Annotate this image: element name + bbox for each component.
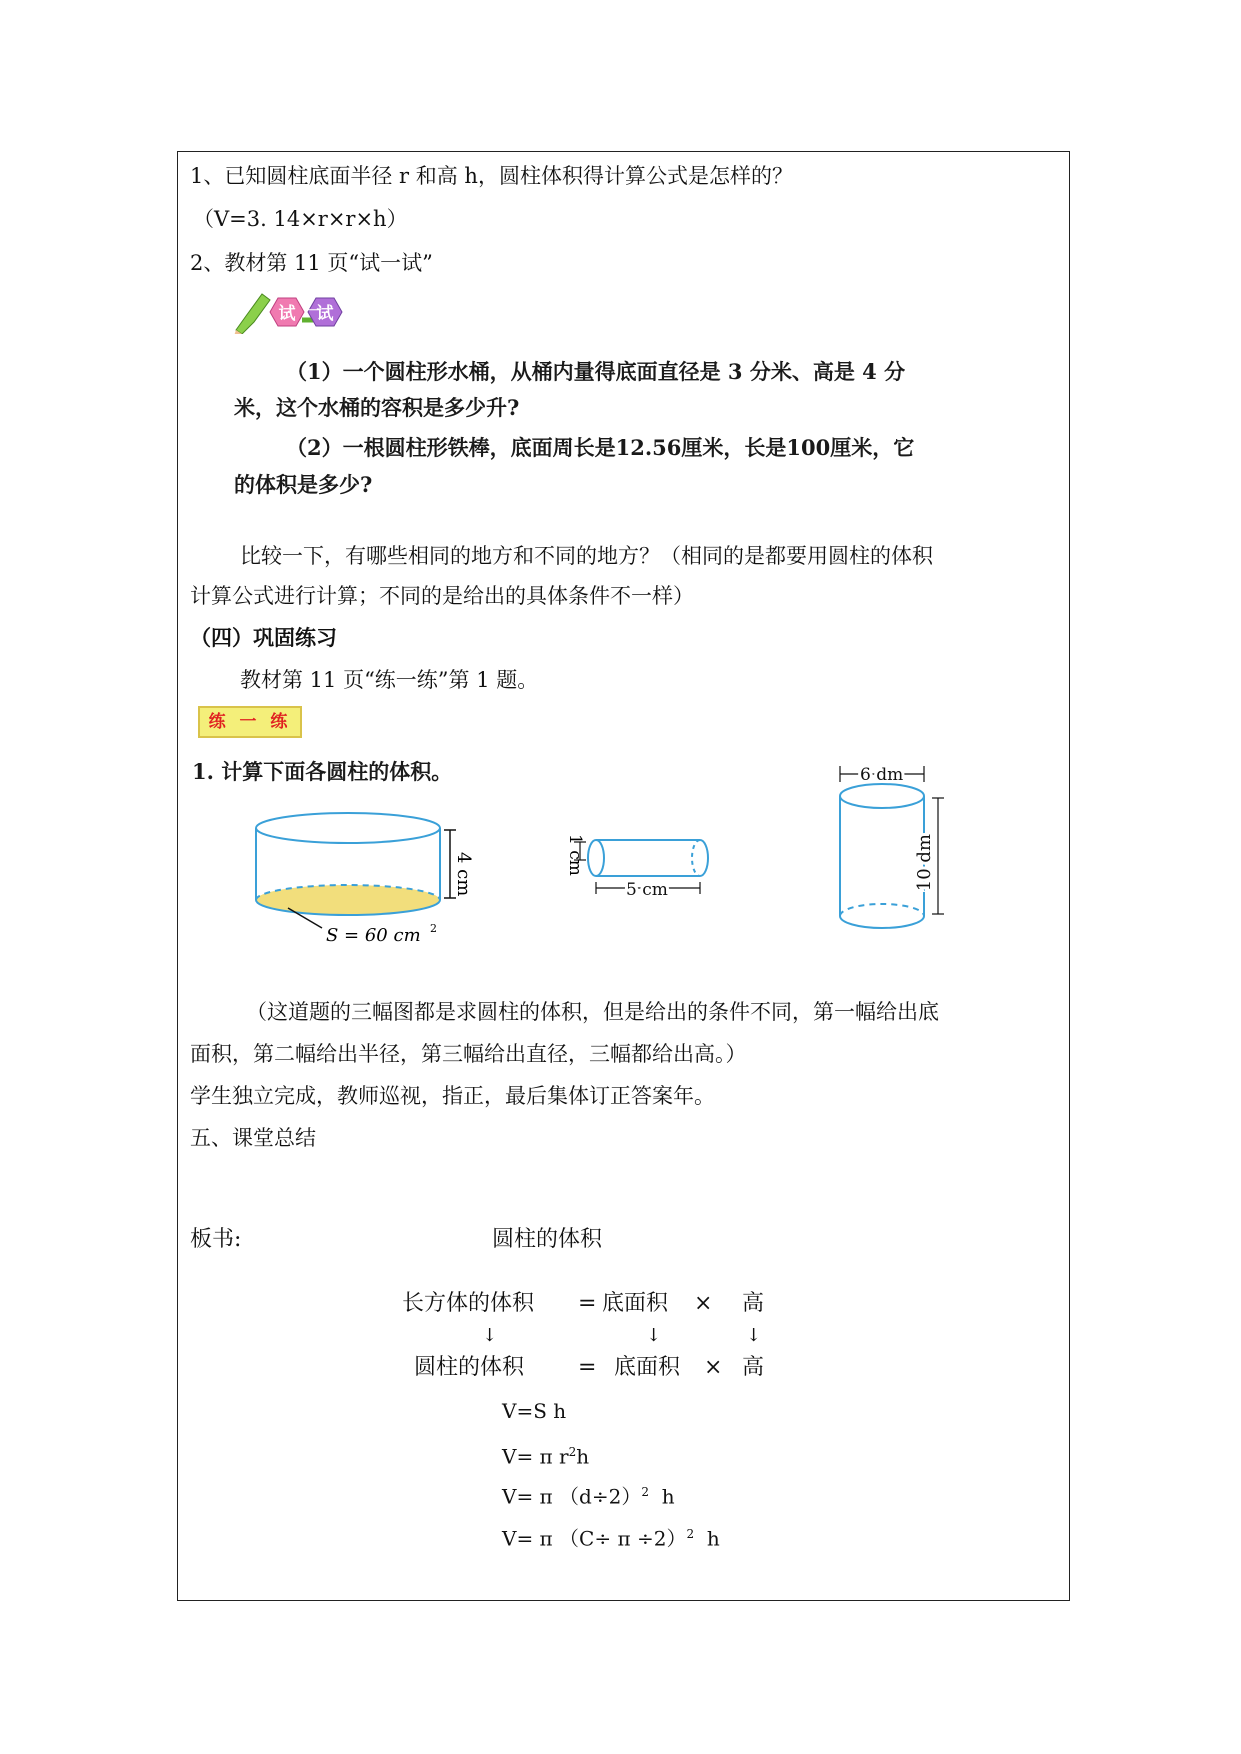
try-badge-char-2: 一 [306,304,320,320]
board-row2-b: 底面积 [614,1355,681,1380]
question-1: 1、已知圆柱底面半径 r 和高 h，圆柱体积得计算公式是怎样的？ [190,164,793,188]
board-formula-3-tail: h [661,1484,675,1509]
board-row2-eq: = [578,1355,597,1380]
practice-badge-label: 练 一 练 [208,712,292,732]
try-problem-2-line-2: 的体积是多少? [234,472,373,497]
board-formula-3 [502,1478,675,1511]
try-problem-1-line-1: （1）一个圆柱形水桶，从桶内量得底面直径是 3 分米、高是 4 分 [286,359,906,384]
compare-line-2: 计算公式进行计算；不同的是给出的具体条件不一样） [190,584,694,608]
question-2: 2、教材第 11 页“试一试” [190,251,433,275]
try-badge [232,290,362,334]
fig3-diameter-label: 6 dm [860,765,904,785]
section-5-heading: 五、课堂总结 [190,1126,316,1150]
compare-line-1: 比较一下，有哪些相同的地方和不同的地方？（相同的是都要用圆柱的体积 [240,544,933,568]
practice-badge [198,706,302,738]
board-formula-2 [502,1438,589,1471]
board-formula-4-main: V= π （C÷ π ÷2） [502,1526,687,1551]
board-row2-a: 圆柱的体积 [414,1355,525,1380]
board-row1-a: 长方体的体积 [402,1291,535,1316]
try-problem-1-line-2: 米，这个水桶的容积是多少升? [234,395,520,420]
fig2-length-label: 5 cm [626,880,668,900]
note-line-2: 面积，第二幅给出半径，第三幅给出直径，三幅都给出高。） [190,1042,747,1066]
note-line-1: （这道题的三幅图都是求圆柱的体积，但是给出的条件不同，第一幅给出底 [246,1000,939,1024]
board-row1-b: 底面积 [602,1291,669,1316]
board-formula-4 [502,1520,720,1553]
try-problem-2-line-1: （2）一根圆柱形铁棒，底面周长是12.56厘米，长是100厘米，它 [286,435,915,460]
students-line: 学生独立完成，教师巡视，指正，最后集体订正答案年。 [190,1084,715,1108]
fig1-area-sup: 2 [430,922,437,935]
try-badge-char-3: 试 [316,304,334,324]
board-label: 板书: [190,1227,242,1252]
board-arrow-2: ↓ [646,1325,662,1346]
board-formula-3-sup: 2 [641,1485,649,1499]
fig1-area-label: S = 60 cm [326,925,421,946]
board-row2-x: × [704,1355,723,1380]
board-row1-c: 高 [742,1291,765,1316]
board-formula-4-sup: 2 [686,1527,695,1541]
cylinder-figure-3 [830,754,970,944]
cylinder-figure-2 [540,828,720,908]
board-row1-x: × [694,1291,713,1316]
board-formula-2-sup: 2 [568,1445,577,1459]
board-arrow-1: ↓ [482,1325,498,1346]
try-badge-char-1: 试 [278,304,296,324]
board-formula-2-tail: h [576,1444,590,1469]
practice-title: 1. 计算下面各圆柱的体积。 [192,759,453,784]
board-formula-3-main: V= π （d÷2） [502,1484,642,1509]
fig2-radius-label: 1 cm [565,834,585,876]
cylinder-figure-1 [240,808,480,948]
board-formula-2-main: V= π r [502,1444,569,1469]
board-formula-4-tail: h [706,1526,720,1551]
board-title: 圆柱的体积 [492,1227,603,1252]
board-row2-c: 高 [742,1355,765,1380]
section-4-text: 教材第 11 页“练一练”第 1 题。 [240,668,539,692]
pencil-icon [234,294,270,334]
board-formula-1: V=S h [502,1399,567,1423]
fig1-height-label: 4 cm [453,852,474,897]
board-arrow-3: ↓ [746,1325,762,1346]
fig3-height-label: 10 dm [914,834,935,892]
board-row1-eq: = [578,1291,597,1316]
question-1-answer: （V=3. 14×r×r×h） [193,207,408,231]
section-4-heading: （四）巩固练习 [190,625,337,650]
